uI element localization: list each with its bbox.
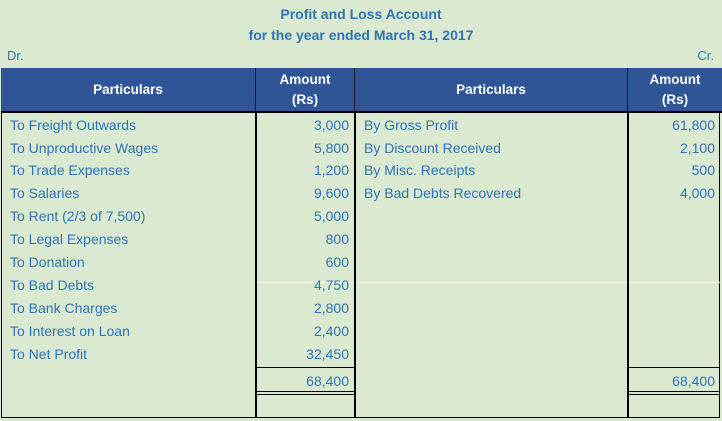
header-cr-amount-unit: (Rs) bbox=[661, 91, 689, 107]
header-dr-amount-label: Amount bbox=[279, 71, 331, 87]
row-separator bbox=[629, 282, 720, 283]
credit-particular: By Discount Received bbox=[364, 140, 501, 156]
header-cr-amount-label: Amount bbox=[649, 71, 701, 87]
debit-row bbox=[10, 182, 79, 205]
debit-amount: 5,000 bbox=[313, 208, 349, 224]
credit-amount: 61,800 bbox=[672, 117, 715, 133]
credit-amount: 4,000 bbox=[679, 185, 715, 201]
header-cr-particulars bbox=[355, 68, 628, 111]
debit-amount: 4,750 bbox=[313, 277, 349, 293]
credit-row bbox=[364, 159, 475, 182]
credit-row bbox=[364, 114, 458, 137]
debit-particular: To Net Profit bbox=[10, 346, 88, 362]
table-header bbox=[1, 68, 722, 113]
debit-amount: 3,000 bbox=[313, 117, 349, 133]
debit-row bbox=[10, 114, 136, 137]
debit-amount: 5,800 bbox=[313, 140, 349, 156]
double-underline bbox=[627, 394, 720, 395]
debit-particular: To Interest on Loan bbox=[10, 323, 130, 339]
debit-particular: To Legal Expenses bbox=[10, 231, 129, 247]
debit-amount: 2,800 bbox=[313, 300, 349, 316]
debit-particular: To Bad Debts bbox=[10, 277, 95, 293]
debit-particular: To Freight Outwards bbox=[10, 117, 137, 133]
double-underline bbox=[255, 391, 356, 392]
total-top-line bbox=[255, 367, 356, 368]
header-cr-particulars-label: Particulars bbox=[456, 81, 526, 97]
header-dr-particulars bbox=[1, 68, 256, 111]
credit-amount: 2,100 bbox=[679, 140, 715, 156]
credit-label: Cr. bbox=[697, 48, 714, 63]
debit-particular: To Salaries bbox=[10, 185, 80, 201]
debit-particular: To Trade Expenses bbox=[10, 162, 130, 178]
debit-row bbox=[10, 159, 130, 182]
debit-total: 68,400 bbox=[306, 373, 349, 389]
debit-row bbox=[10, 251, 85, 274]
header-dr-amount bbox=[256, 68, 355, 111]
debit-row bbox=[10, 297, 117, 320]
debit-row bbox=[10, 274, 94, 297]
debit-amount: 800 bbox=[325, 231, 349, 247]
debit-row bbox=[10, 205, 145, 228]
row-separator bbox=[358, 282, 627, 283]
debit-row bbox=[10, 320, 130, 343]
debit-row bbox=[10, 228, 128, 251]
debit-amount: 600 bbox=[325, 254, 349, 270]
profit-loss-table bbox=[1, 68, 720, 418]
debit-amount: 32,450 bbox=[306, 346, 349, 362]
total-top-line bbox=[627, 367, 720, 368]
account-title: Profit and Loss Account bbox=[280, 6, 442, 22]
header-dr-particulars-label: Particulars bbox=[93, 81, 163, 97]
credit-row bbox=[364, 137, 501, 160]
double-underline bbox=[627, 391, 720, 392]
debit-row bbox=[10, 137, 158, 160]
column-divider bbox=[354, 111, 356, 417]
debit-amount: 2,400 bbox=[313, 323, 349, 339]
header-dr-amount-unit: (Rs) bbox=[291, 91, 319, 107]
debit-particular: To Donation bbox=[10, 254, 85, 270]
credit-particular: By Bad Debts Recovered bbox=[364, 185, 522, 201]
debit-row bbox=[10, 343, 87, 366]
debit-amount: 1,200 bbox=[313, 162, 349, 178]
double-underline bbox=[255, 394, 356, 395]
credit-total: 68,400 bbox=[672, 373, 715, 389]
debit-amount: 9,600 bbox=[313, 185, 349, 201]
credit-particular: By Gross Profit bbox=[364, 117, 459, 133]
account-period: for the year ended March 31, 2017 bbox=[248, 27, 474, 43]
credit-row bbox=[364, 182, 521, 205]
debit-particular: To Bank Charges bbox=[10, 300, 118, 316]
credit-particular: By Misc. Receipts bbox=[364, 162, 476, 178]
debit-particular: To Unproductive Wages bbox=[10, 140, 159, 156]
debit-label: Dr. bbox=[7, 48, 24, 63]
debit-particular: To Rent (2/3 of 7,500) bbox=[10, 208, 146, 224]
credit-amount: 500 bbox=[691, 162, 715, 178]
header-cr-amount bbox=[628, 68, 722, 111]
